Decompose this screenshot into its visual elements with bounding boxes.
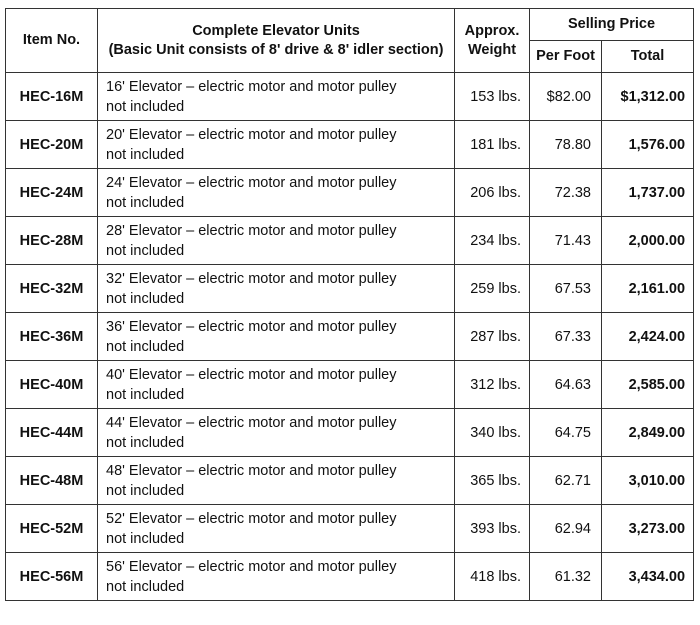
per-foot-cell: $82.00 [530,73,602,121]
description-line2: not included [106,338,185,355]
description-line2: not included [106,290,185,307]
header-total: Total [602,41,694,73]
table-row [6,457,694,505]
table-row [6,409,694,457]
table-row [6,313,694,361]
per-foot-cell: 72.38 [530,169,602,217]
price-table [5,8,694,601]
per-foot-cell: 64.63 [530,361,602,409]
description-cell [98,217,455,265]
description-cell [98,121,455,169]
weight-cell: 153 lbs. [455,73,530,121]
table-row [6,361,694,409]
header-weight-line2: Weight [467,41,517,58]
weight-cell: 181 lbs. [455,121,530,169]
per-foot-cell: 67.33 [530,313,602,361]
description-line1: 56' Elevator – electric motor and motor pulley [106,558,397,575]
description-line2: not included [106,530,185,547]
item-no-cell: HEC-28M [6,217,98,265]
description-line2: not included [106,146,185,163]
weight-cell: 365 lbs. [455,457,530,505]
description-cell [98,505,455,553]
table-row [6,121,694,169]
per-foot-cell: 71.43 [530,217,602,265]
total-cell: 2,849.00 [602,409,694,457]
weight-cell: 206 lbs. [455,169,530,217]
item-no-cell: HEC-48M [6,457,98,505]
description-cell [98,73,455,121]
per-foot-cell: 78.80 [530,121,602,169]
description-cell [98,553,455,601]
per-foot-cell: 62.71 [530,457,602,505]
total-cell: 2,424.00 [602,313,694,361]
total-cell: 1,576.00 [602,121,694,169]
header-description-line1: Complete Elevator Units [192,22,360,39]
item-no-cell: HEC-40M [6,361,98,409]
description-line2: not included [106,386,185,403]
description-line1: 40' Elevator – electric motor and motor pulley [106,366,397,383]
header-item-no: Item No. [6,9,98,73]
per-foot-cell: 61.32 [530,553,602,601]
table-row [6,217,694,265]
total-cell: 2,161.00 [602,265,694,313]
weight-cell: 312 lbs. [455,361,530,409]
description-line2: not included [106,242,185,259]
total-cell: 3,434.00 [602,553,694,601]
description-line2: not included [106,434,185,451]
table-row [6,265,694,313]
header-per-foot: Per Foot [530,41,602,73]
description-cell [98,409,455,457]
total-cell: 1,737.00 [602,169,694,217]
item-no-cell: HEC-56M [6,553,98,601]
total-cell: 2,585.00 [602,361,694,409]
description-line1: 36' Elevator – electric motor and motor pulley [106,318,397,335]
table-row [6,169,694,217]
description-cell [98,457,455,505]
item-no-cell: HEC-44M [6,409,98,457]
description-line1: 32' Elevator – electric motor and motor pulley [106,270,397,287]
item-no-cell: HEC-32M [6,265,98,313]
total-cell: 3,273.00 [602,505,694,553]
description-line1: 20' Elevator – electric motor and motor pulley [106,126,397,143]
per-foot-cell: 64.75 [530,409,602,457]
total-cell: 3,010.00 [602,457,694,505]
weight-cell: 418 lbs. [455,553,530,601]
description-cell [98,313,455,361]
total-cell: 2,000.00 [602,217,694,265]
weight-cell: 340 lbs. [455,409,530,457]
item-no-cell: HEC-20M [6,121,98,169]
table-row [6,505,694,553]
header-description [98,9,455,73]
description-line2: not included [106,482,185,499]
item-no-cell: HEC-24M [6,169,98,217]
description-cell [98,265,455,313]
per-foot-cell: 67.53 [530,265,602,313]
weight-cell: 234 lbs. [455,217,530,265]
item-no-cell: HEC-52M [6,505,98,553]
header-weight-line1: Approx. [464,22,520,39]
header-description-line2: (Basic Unit consists of 8' drive & 8' idler section) [108,41,444,58]
header-selling-price: Selling Price [530,9,694,41]
description-line1: 16' Elevator – electric motor and motor pulley [106,78,397,95]
description-cell [98,169,455,217]
item-no-cell: HEC-16M [6,73,98,121]
item-no-cell: HEC-36M [6,313,98,361]
description-line2: not included [106,98,185,115]
description-cell [98,361,455,409]
weight-cell: 287 lbs. [455,313,530,361]
table-body [6,73,694,601]
description-line1: 52' Elevator – electric motor and motor pulley [106,510,397,527]
description-line1: 24' Elevator – electric motor and motor pulley [106,174,397,191]
description-line2: not included [106,578,185,595]
total-cell: $1,312.00 [602,73,694,121]
header-weight [455,9,530,73]
weight-cell: 259 lbs. [455,265,530,313]
per-foot-cell: 62.94 [530,505,602,553]
weight-cell: 393 lbs. [455,505,530,553]
table-row [6,553,694,601]
description-line2: not included [106,194,185,211]
description-line1: 48' Elevator – electric motor and motor pulley [106,462,397,479]
description-line1: 28' Elevator – electric motor and motor pulley [106,222,397,239]
description-line1: 44' Elevator – electric motor and motor pulley [106,414,397,431]
table-row [6,73,694,121]
